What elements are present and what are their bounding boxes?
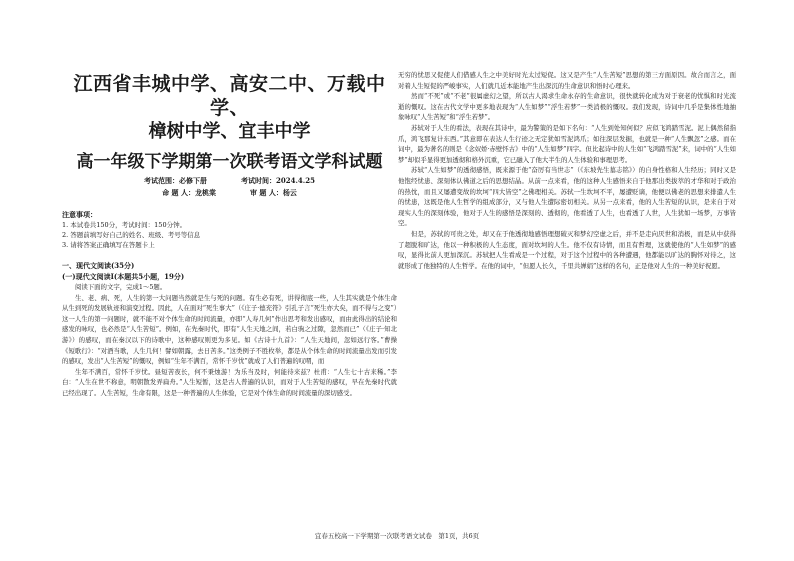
page-footer: 宜春五校高一下学期第一次联考语文试卷 第1页，共6页 (314, 532, 480, 540)
notice-item: 2. 答题前填写好自己的姓名、班级、考号等信息 (62, 231, 201, 239)
passage-paragraph: 生、老、病、死，人生的第一大问题当然就是生与死的问题。有生必有死，讲得彻底一些，人生其实就是个体生命从生到死的发展轨迹和演变过程。因此，人在面对“死生事大”（《庄子·德充符》引孔子言“死生亦大矣，而不得与之变”）这一人生的第一问题时，就不能不对个体生命的时间流量，亦即“人寿几何”作出思考和发出感叹，而由此得出的结论和感发的咏叹，也必然是“人生苦短”。例如，在先秦时代，即有“人生天地之间，若白驹之过隙，忽然而已”（《庄子·知北游》）的感叹，而在秦汉以下的诗歌中，这种感叹则更为多见。如《古诗十九首》：“人生天地间，忽如远行客。”曹操《短歌行》：“对酒当歌，人生几何！譬如朝露，去日苦多。”这类例子不胜枚举，都是从个体生命的时间流量出发而引发的感叹，发出“人生苦短”的慨叹，例如“生年不满百，常怀千岁忧”就成了人们普遍的叹喟，而 (62, 293, 397, 366)
notice-heading: 注意事项： (62, 210, 97, 219)
passage-paragraph: 无穷的忧思又促使人们借感人生之中美好时光太过短促。这又是产生“人生苦短”思想的第三方面原因。故合而言之，面对着人生短促的严峻事实，人们就几近本能地产生出深沉的生命意识和悟时心理来。 (398, 71, 736, 90)
reading-instruction: 阅读下面的文字，完成1～5题。 (75, 283, 167, 291)
left-column (62, 72, 397, 520)
exam-reviewer: 审 题 人：杨云 (250, 188, 297, 197)
passage-paragraph: 但是，苏轼的可贵之处，却又在于他透彻地感悟理想破灭和梦幻空虚之后，并不是走向厌世和消极，而是从中获得了超脱和旷达，他以一种积极的人生态度，面对坎坷的人生。他不仅有诗情，而且有哲理，这就使他的“人生如梦”的感叹，显得比前人更加深沉。苏轼把人生看成是一个过程，对于这个过程中的各种遭遇，他都能以旷达的胸怀对待之，这就形成了他独特的人生哲学。在他的词中，“但愿人长久，千里共婵娟”这样的名句，正是他对人生的一种美好祝愿。 (398, 229, 736, 270)
title-line-1: 江西省丰城中学、高安二中、万载中学、 (73, 73, 386, 119)
exam-title: 高一年级下学期第一次联考语文学科试题 (76, 152, 383, 172)
right-column (398, 70, 736, 520)
exam-meta-row-1 (62, 176, 397, 186)
passage-paragraph: 生年不满百，常怀千岁忧。昼短苦夜长，何不秉烛游！为乐当及时，何能待来兹？杜甫：“人生七十古来稀。”李白：“人生在世不称意，明朝散发弄扁舟。”人生短暂，这是古人普遍的认识，而对于人生苦短的感叹，早在先秦时代就已经出现了。人生苦短，生命有限，这是一种普遍的人生体验，它是对个体生命的时间流量的深切感受。 (62, 367, 397, 397)
notice-item: 1. 本试卷共150分，考试时间：150分钟。 (62, 221, 187, 229)
section-subtitle: (一)现代文阅读Ⅰ(本题共5小题，19分) (62, 272, 185, 281)
exam-time: 考试时间：2024.4.25 (241, 176, 315, 185)
notice-item: 3. 请将答案正确填写在答题卡上 (62, 241, 155, 249)
exam-scope: 考试范围：必修下册 (144, 176, 208, 185)
passage-paragraph: 苏轼对于人生的看法，表现在其诗中，最为警策的是如下名句：“人生到处知何似？应似飞鸿踏雪泥。泥上偶然留指爪，鸿飞那复计东西。”其意即在表达人生行迹之无定犹如雪泥鸿爪；如往深层发掘，也就是一种“人生飘忽”之感。而在词中，最为著名的则是《念奴娇·赤壁怀古》中的“人生如梦”四字。但比起诗中的人生如“飞鸿踏雪泥”来，词中的“人生如梦”却似乎显得更加透彻和格外沉重，它已融入了他大半生的人生体验和事理思考。 (398, 123, 736, 164)
section-title: 一、现代文阅读(35分) (62, 261, 135, 270)
title-line-2: 樟树中学、宜丰中学 (148, 121, 311, 142)
passage-paragraph: 苏轼“人生如梦”的透彻感悟，既来源于他“奋厉有当世志”（《东坡先生墓志铭》）的自身性格和人生经历；同时又是他饱经忧患、深刻体认佛道之后的思想结晶。从前一点来看，他的这种人生感悟来自于他那出类拔萃的才华和对于政治的热忱，而且又屡遭变故的坎坷“四大皆空”之佛理相关。苏轼一生坎坷不平，屡遭贬谪，他便以佛老的思想来排遣人生的忧患，这既是他人生哲学的组成部分，又与他人生遭际密切相关。从另一点来看，他的人生苦短的认识，是来自于对现实人生的深刻体验，他对于人生的感悟是深刻的、透彻的，他看透了人生，也看透了人世，人生犹如一场梦，万事皆空。 (398, 166, 736, 228)
passage-paragraph: 然而“不死”或“不老”很属虚幻之望，所以古人渴求生命永存的生命意识，很快就转化成为对于衰老的忧惧和时光流逝的慨叹。这在古代文学中更多地表现为“人生如梦”“浮生若梦”一类消极的慨叹。我们发现，诗词中几乎是集体性地抽象咏叹“人生苦短”和“浮生若梦”。 (398, 92, 736, 122)
exam-author: 命 题 人：龙桃棠 (162, 188, 216, 197)
exam-meta-row-2 (62, 188, 397, 198)
